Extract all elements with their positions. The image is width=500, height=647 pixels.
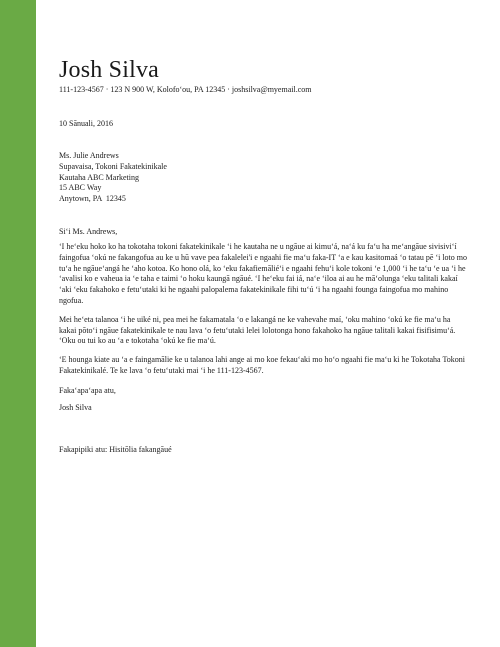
enclosure-note: Fakapipiki atu: Hisitōlia fakangāué xyxy=(59,444,172,454)
recipient-title: Supavaisa, Tokoni Fakatekinikale xyxy=(59,161,167,171)
closing: Fakaʻapaʻapa atu, xyxy=(59,385,116,395)
letter-date: 10 Sānuali, 2016 xyxy=(59,119,113,128)
recipient-name: Ms. Julie Andrews xyxy=(59,151,119,160)
body-paragraph-3: ʻE hounga kiate au ʻa e faingamālie ke u talanoa lahi ange ai mo koe fekauʻaki mo hoʻo ngaahi fie maʻu ki he Tokotaha Tokoni Fakatekinikalé. Te ke lava ʻo fetuʻutaki mai ʻi he 111-123-4567. xyxy=(59,355,465,375)
signer-name: Josh Silva xyxy=(59,402,92,412)
cover-letter xyxy=(59,56,469,455)
recipient-company: Kautaha ABC Marketing xyxy=(59,172,139,182)
body-paragraph-1: ʻI heʻeku hoko ko ha tokotaha tokoni fakatekinikale ʻi he kautaha ne u ngāue ai kimuʻá, naʻá ku faʻu ha meʻangāue sivisiviʻí faingofua ʻokú ne fakangofua au ke u hū vave pea fakalelei'i e ngaahi fie maʻu faka-IT ʻa e kau kasitomaá ʻo tatau pē ʻi loto mo tuʻa he ngāueʻangá he ʻaho kotoa. Ko hono olá, ko ʻeku fakafiemāliéʻi e ngaahi fehuʻi kole tokoni ʻe 1,000 ʻi he taʻu ʻe ua ʻi he ʻavalisi ko e vaheua ia ʻe taha e taimi ʻo hoku kaungā ngāué. ʻI heʻeku fai iá, naʻe ʻiloa ai au he māʻolunga ʻeku talitali kakaí ʻaki ʻeku fakahoko e fetuʻutaki ki he ngaahi palopalema fakatekinikale fihi tuʻú ʻi ha ngaahi founga faingofua mo mahino ngofua. xyxy=(59,241,468,305)
recipient-street: 15 ABC Way xyxy=(59,183,102,193)
recipient-block xyxy=(59,151,469,205)
sender-name: Josh Silva xyxy=(59,57,160,83)
body-paragraph-2: Mei heʻeta talanoa ʻi he uiké ni, pea mei he fakamatala ʻo e lakangá ne ke vahevahe maí, ʻoku mahino ʻokú ke fie maʻu ha kakai pōtoʻi ngāue fakatekinikale te nau lava ʻo fetuʻutaki lelei lolotonga hono fakahoko ha ngāue talitali kakai fisifisimuʻá. ʻOku ou tui ko au ʻa e tokotaha ʻokú ke fie maʻú. xyxy=(59,314,456,346)
recipient-city: Anytown, PA 12345 xyxy=(59,194,126,204)
salutation: Siʻi Ms. Andrews, xyxy=(59,226,118,236)
sender-contact-line: 111-123-4567 · 123 N 900 W, Kolofoʻou, PA 12345 · joshsilva@myemail.com xyxy=(59,85,312,94)
accent-sidebar-bar xyxy=(0,0,36,647)
